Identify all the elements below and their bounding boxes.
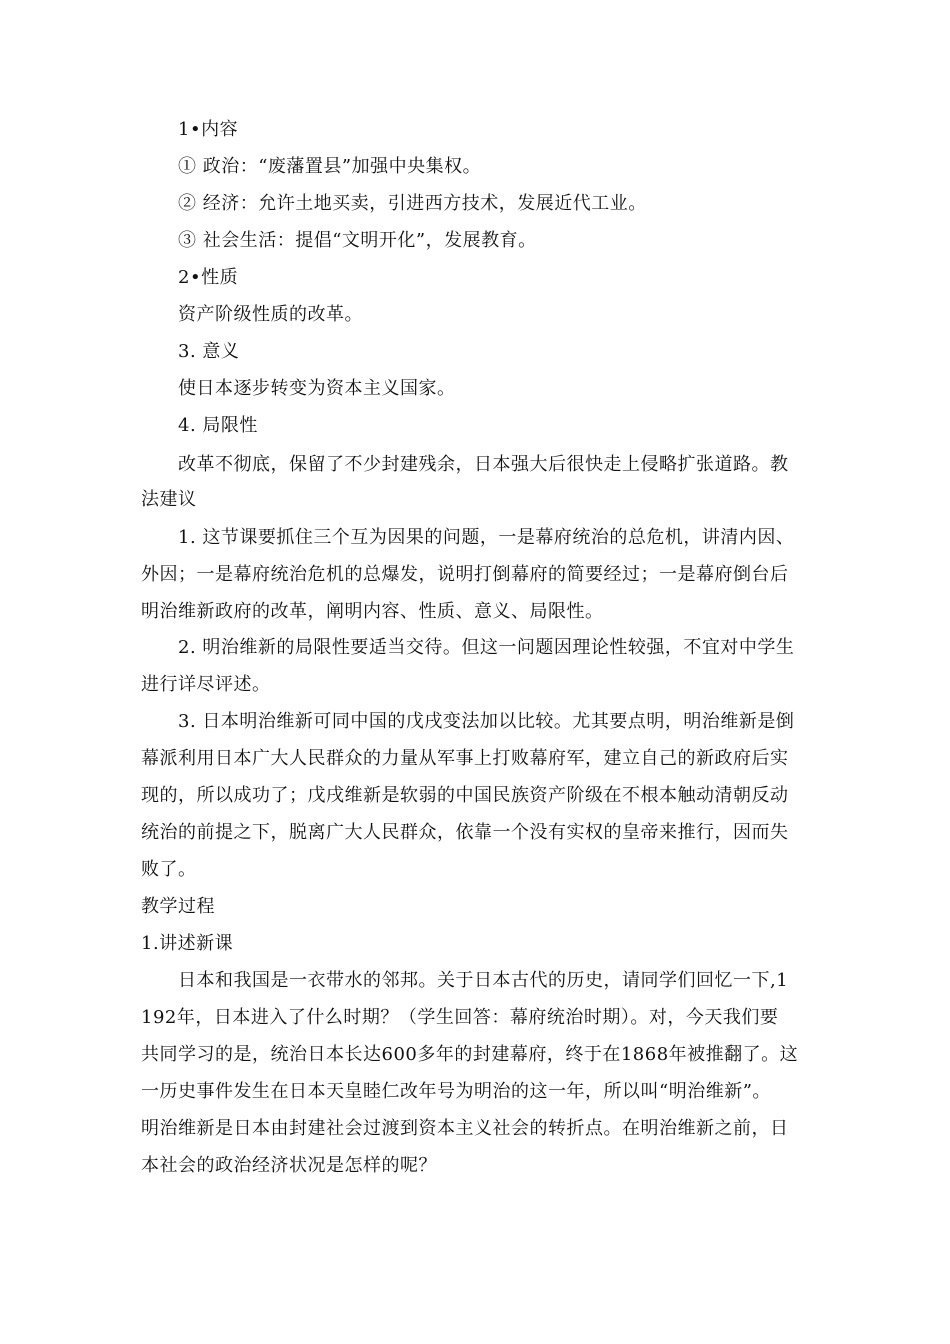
paragraph-line: 外因；一是幕府统治危机的总爆发，说明打倒幕府的简要经过；一是幕府倒台后 [141, 564, 789, 585]
paragraph-line: 3. 日本明治维新可同中国的戊戌变法加以比较。尤其要点明，明治维新是倒 [178, 711, 795, 732]
paragraph-line: 共同学习的是，统治日本长达600多年的封建幕府，终于在1868年被推翻了。这 [141, 1044, 799, 1065]
paragraph-line: 一历史事件发生在日本天皇睦仁改年号为明治的这一年，所以叫“明治维新”。 [141, 1081, 771, 1102]
text-nature: 资产阶级性质的改革。 [178, 304, 363, 325]
paragraph-line: 日本和我国是一衣带水的邻邦。关于日本古代的历史，请同学们回忆一下,1 [178, 970, 789, 991]
paragraph-line: 明治维新是日本由封建社会过渡到资本主义社会的转折点。在明治维新之前，日 [141, 1118, 789, 1139]
subheading-new-lesson: 1.讲述新课 [141, 933, 234, 954]
heading-nature: 2•性质 [178, 267, 239, 288]
section-heading-teaching-process: 教学过程 [141, 896, 215, 917]
content-item-politics: ① 政治：“废藩置县”加强中央集权。 [178, 156, 482, 177]
paragraph-line: 幕派利用日本广大人民群众的力量从军事上打败幕府军，建立自己的新政府后实 [141, 748, 789, 769]
paragraph-line: 统治的前提之下，脱离广大人民群众，依靠一个没有实权的皇帝来推行，因而失 [141, 822, 789, 843]
paragraph-line: 现的，所以成功了；戊戌维新是软弱的中国民族资产阶级在不根本触动清朝反动 [141, 785, 789, 806]
heading-significance: 3. 意义 [178, 341, 240, 362]
paragraph-line: 1. 这节课要抓住三个互为因果的问题，一是幕府统治的总危机，讲清内因、 [178, 527, 795, 548]
content-item-society: ③ 社会生活：提倡“文明开化”，发展教育。 [178, 230, 537, 251]
paragraph-line: 192年，日本进入了什么时期？（学生回答：幕府统治时期）。对，今天我们要 [141, 1007, 779, 1028]
text-significance: 使日本逐步转变为资本主义国家。 [178, 378, 456, 399]
paragraph-line: 改革不彻底，保留了不少封建残余，日本强大后很快走上侵略扩张道路。教 [178, 454, 789, 475]
paragraph-line: 2. 明治维新的局限性要适当交待。但这一问题因理论性较强，不宜对中学生 [178, 637, 795, 658]
paragraph-line: 本社会的政治经济状况是怎样的呢？ [141, 1155, 437, 1176]
heading-limitations: 4. 局限性 [178, 415, 258, 436]
heading-content: 1•内容 [178, 119, 239, 140]
paragraph-line: 明治维新政府的改革，阐明内容、性质、意义、局限性。 [141, 601, 604, 622]
content-item-economy: ② 经济：允许土地买卖，引进西方技术，发展近代工业。 [178, 193, 647, 214]
paragraph-line: 进行详尽评述。 [141, 674, 271, 695]
paragraph-line: 败了。 [141, 859, 197, 880]
paragraph-line: 法建议 [141, 489, 197, 510]
